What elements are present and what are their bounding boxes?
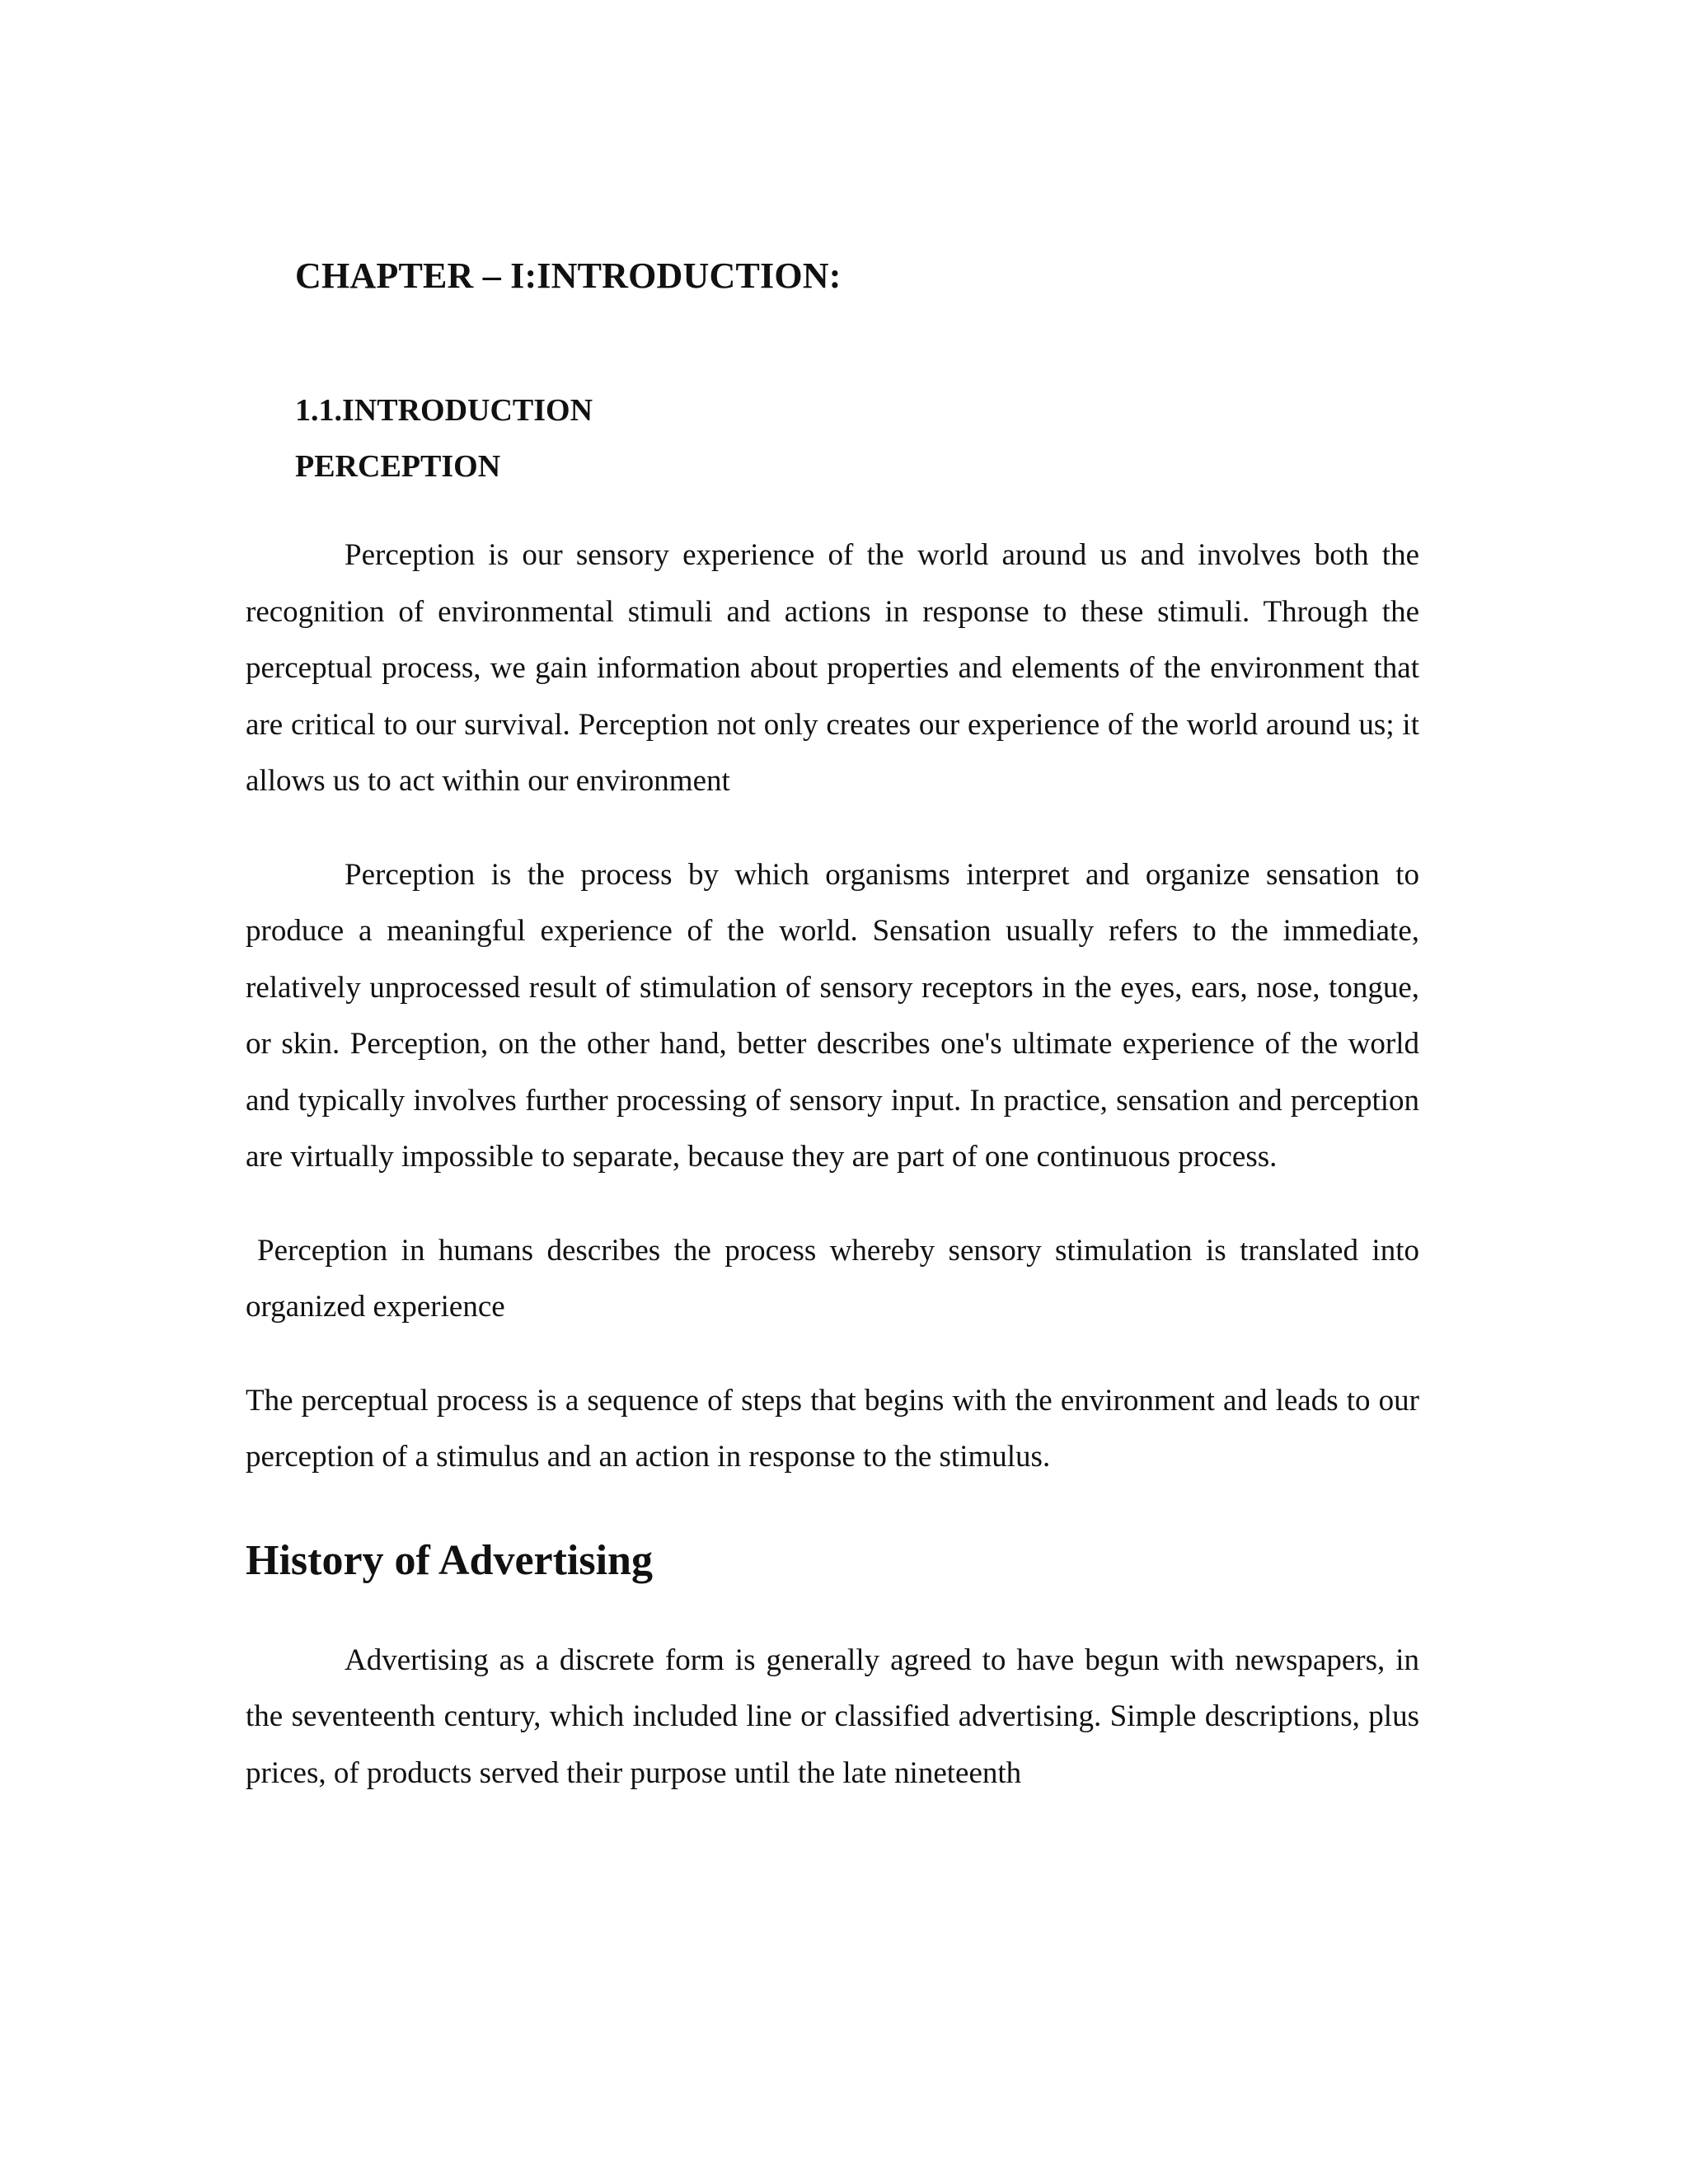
section-subtitle: PERCEPTION [295,449,501,484]
paragraph-perceptual-process: The perceptual process is a sequence of steps that begins with the environment and leads to our perception of a stimulus and an action in response to the stimulus. [246,1383,1419,1474]
page-content [246,251,1419,1802]
paragraph-history-advertising: Advertising as a discrete form is generally agreed to have begun with newspapers, in the seventeenth century, which included line or classified advertising. Simple descriptions, plus prices, of products served their purpose until the late nineteenth [246,1643,1419,1790]
chapter-title: CHAPTER – I:INTRODUCTION: [295,255,842,296]
paragraph-perception-definition: Perception is our sensory experience of the world around us and involves both the recognition of environmental stimuli and actions in response to these stimuli. Through the perceptual process, we gain information about properties and elements of the environment that are critical to our survival. Perception not only creates our experience of the world around us; it allows us to act within our environment [246,538,1419,798]
section-heading-block [295,382,1419,494]
history-heading: History of Advertising [246,1536,653,1584]
section-number-title: 1.1.INTRODUCTION [295,393,593,428]
paragraph-perception-process: Perception is the process by which organisms interpret and organize sensation to produce a meaningful experience of the world. Sensation usually refers to the immediate, relatively unprocessed result of stimulation of sensory receptors in the eyes, ears, nose, tongue, or skin. Perception, on the other hand, better describes one's ultimate experience of the world and typically involves further processing of sensory input. In practice, sensation and perception are virtually impossible to separate, because they are part of one continuous process. [246,857,1419,1174]
paragraph-perception-humans: Perception in humans describes the process whereby sensory stimulation is translated into organized experience [246,1233,1419,1324]
